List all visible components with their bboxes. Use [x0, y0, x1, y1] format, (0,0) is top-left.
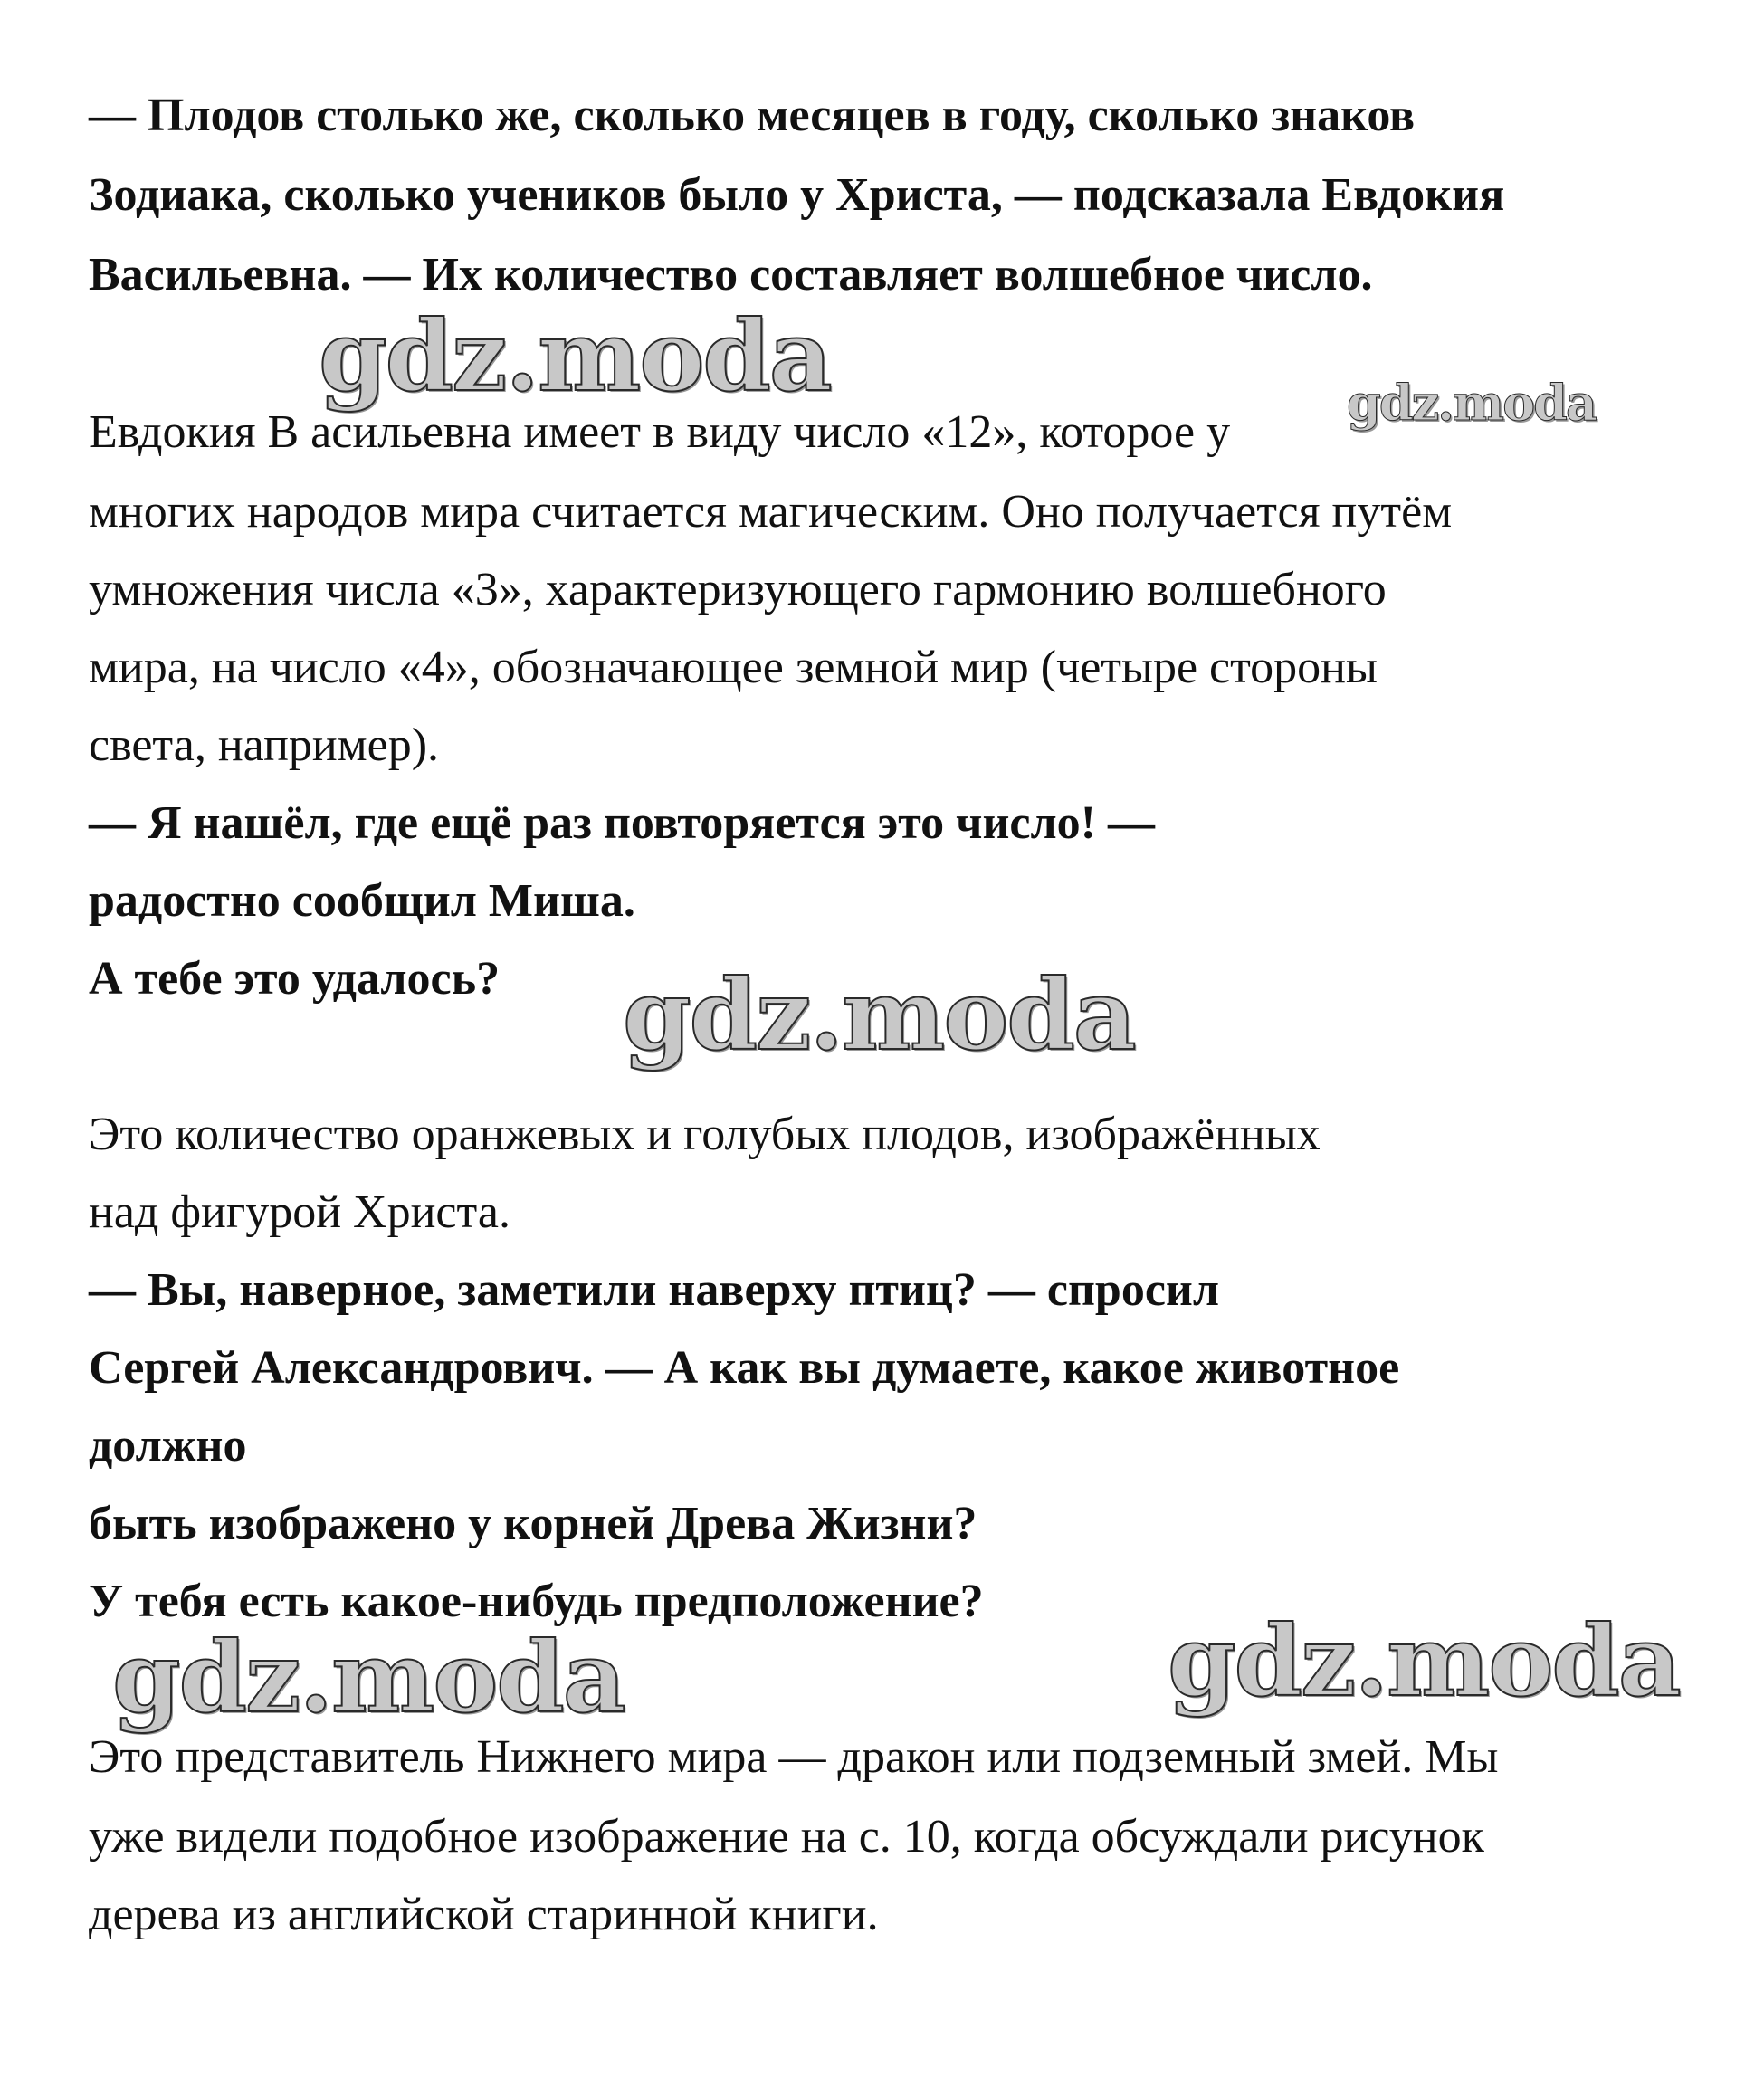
question-line: Васильевна. — Их количество составляет волшебное число. [89, 249, 1373, 300]
watermark-logo: gdz.moda [319, 300, 831, 414]
watermark-logo: gdz.moda [1347, 374, 1596, 432]
answer-line: Евдокия В асильевна имеет в виду число «12», которое у [89, 406, 1231, 458]
question-line: У тебя есть какое-нибудь предположение? [89, 1576, 984, 1627]
watermark-logo: gdz.moda [112, 1621, 625, 1735]
watermark-logo: gdz.moda [623, 958, 1135, 1072]
question-line: радостно сообщил Миша. [89, 875, 635, 927]
question-line: — Я нашёл, где ещё раз повторяется это число! — [89, 797, 1155, 849]
question-line: А тебе это удалось? [89, 953, 501, 1005]
question-line: Сергей Александрович. — А как вы думаете, какое животное [89, 1342, 1400, 1394]
answer-line: дерева из английской старинной книги. [89, 1889, 879, 1940]
answer-line: над фигурой Христа. [89, 1186, 510, 1238]
answer-line: уже видели подобное изображение на с. 10, когда обсуждали рисунок [89, 1811, 1484, 1863]
answer-line: мира, на число «4», обозначающее земной мир (четыре стороны [89, 642, 1378, 693]
answer-line: Это количество оранжевых и голубых плодов, изображённых [89, 1109, 1321, 1160]
answer-line: умножения числа «3», характеризующего гармонию волшебного [89, 564, 1387, 615]
answer-line: Это представитель Нижнего мира — дракон или подземный змей. Мы [89, 1731, 1499, 1783]
answer-line: многих народов мира считается магическим. Оно получается путём [89, 486, 1453, 538]
question-line: быть изображено у корней Древа Жизни? [89, 1498, 977, 1549]
answer-line: света, например). [89, 719, 440, 771]
question-line: должно [89, 1420, 247, 1472]
question-line: — Вы, наверное, заметили наверху птиц? — спросил [89, 1264, 1220, 1316]
watermark-logo: gdz.moda [1168, 1605, 1680, 1719]
question-line: Зодиака, сколько учеников было у Христа, — подсказала Евдокия [89, 169, 1505, 221]
question-line: — Плодов столько же, сколько месяцев в году, сколько знаков [89, 90, 1416, 141]
